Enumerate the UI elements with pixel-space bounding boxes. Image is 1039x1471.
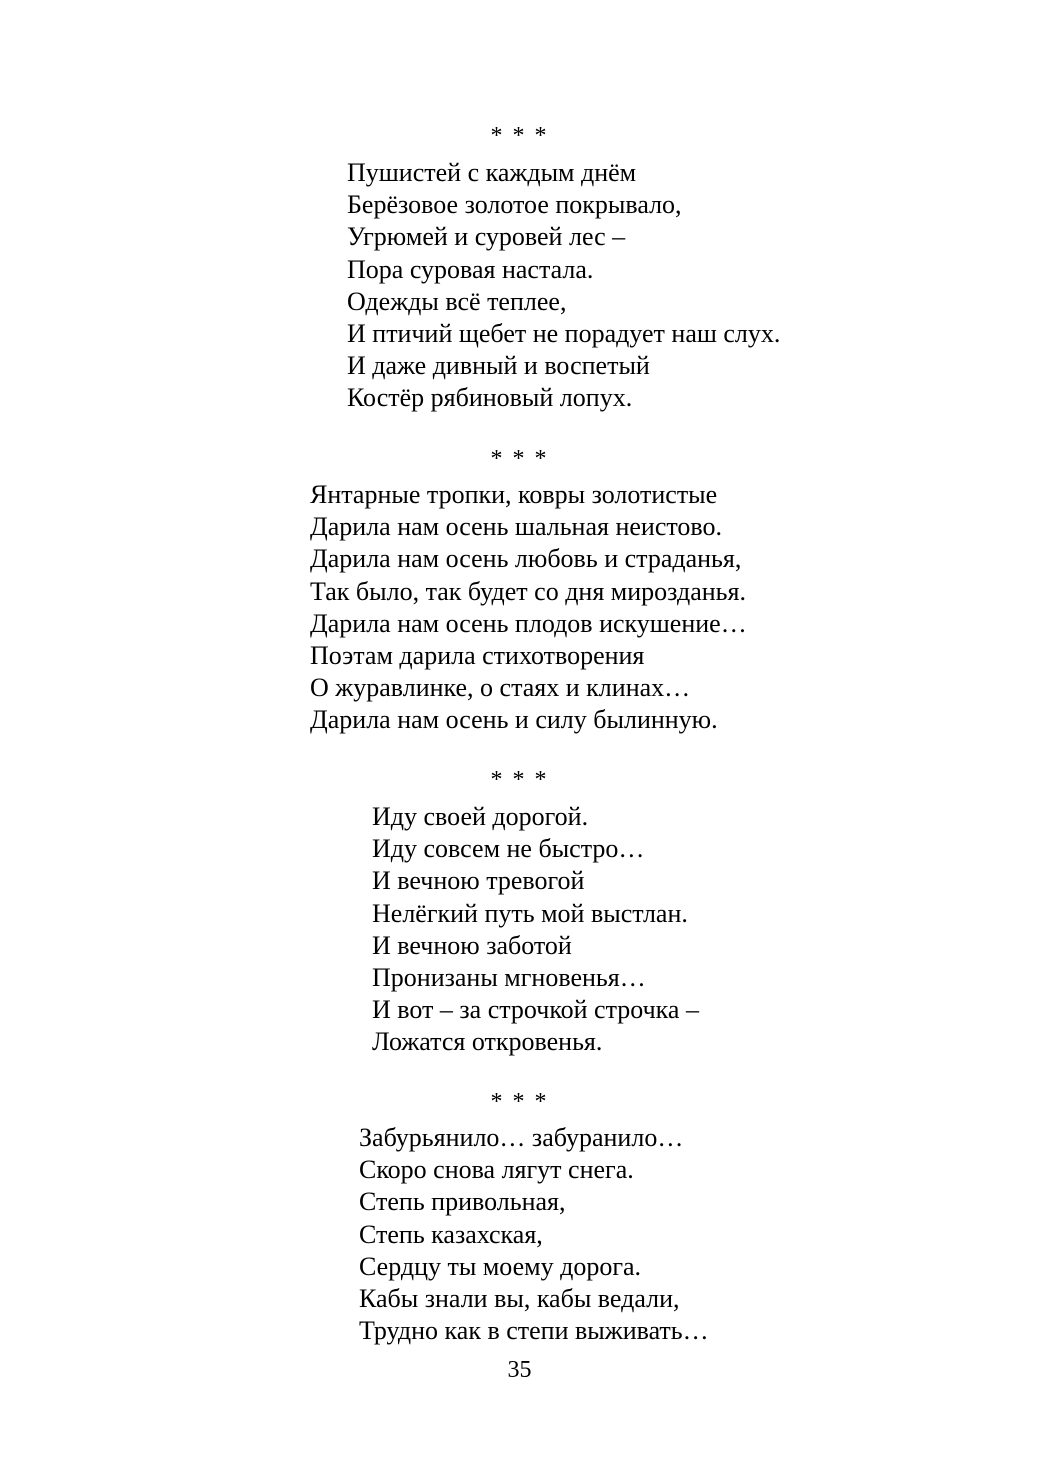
poem-line: Угрюмей и суровей лес – <box>347 222 626 252</box>
poem-line: Одежды всё теплее, <box>347 286 567 316</box>
poem-line: Костёр рябиновый лопух. <box>347 383 633 413</box>
poem-line: Поэтам дарила стихотворения <box>310 640 645 670</box>
page-number: 35 <box>507 1357 532 1383</box>
poem-line: Янтарные тропки, ковры золотистые <box>310 480 718 509</box>
stanza-separator: * * * <box>490 1089 549 1115</box>
poem-line: Пора суровая настала. <box>347 254 594 284</box>
poem-line: И вечною тревогой <box>372 866 585 896</box>
poem-line: Иду своей дорогой. <box>372 802 589 831</box>
poem-line: Забурьянило… забуранило… <box>359 1123 684 1152</box>
poem-line: Ложатся откровенья. <box>372 1027 603 1057</box>
stanza-separator: * * * <box>490 446 549 472</box>
poem-line: Дарила нам осень любовь и страданья, <box>310 544 742 574</box>
poem-4 <box>359 1122 709 1347</box>
poem-line: Степь привольная, <box>359 1187 566 1217</box>
poem-line: Иду совсем не быстро… <box>372 834 645 864</box>
poem-line: Дарила нам осень и силу былинную. <box>310 705 718 735</box>
poem-line: Дарила нам осень шальная неистово. <box>310 512 722 542</box>
poem-line: И вот – за строчкой строчка – <box>372 995 699 1025</box>
poem-1 <box>347 157 780 415</box>
poem-2 <box>310 479 747 737</box>
poem-line: Скоро снова лягут снега. <box>359 1155 634 1185</box>
poem-line: Сердцу ты моему дорога. <box>359 1251 642 1281</box>
stanza-separator: * * * <box>490 767 549 793</box>
poem-line: Дарила нам осень плодов искушение… <box>310 608 747 638</box>
poem-line: Нелёгкий путь мой выстлан. <box>372 898 688 928</box>
poem-line: Пронизаны мгновенья… <box>372 962 646 992</box>
poem-line: Пушистей с каждым днём <box>347 158 637 187</box>
poem-line: Степь казахская, <box>359 1219 543 1249</box>
poem-line: Берёзовое золотое покрывало, <box>347 190 682 220</box>
poem-line: Трудно как в степи выживать… <box>359 1316 709 1346</box>
stanza-separator: * * * <box>490 123 549 149</box>
poem-line: Так было, так будет со дня мирозданья. <box>310 576 746 606</box>
poem-line: И птичий щебет не порадует наш слух. <box>347 318 781 348</box>
poem-line: И даже дивный и воспетый <box>347 351 650 381</box>
poem-line: О журавлинке, о стаях и клинах… <box>310 673 691 703</box>
poem-line: И вечною заботой <box>372 930 572 960</box>
poem-3 <box>372 801 699 1059</box>
poem-line: Кабы знали вы, кабы ведали, <box>359 1283 680 1313</box>
